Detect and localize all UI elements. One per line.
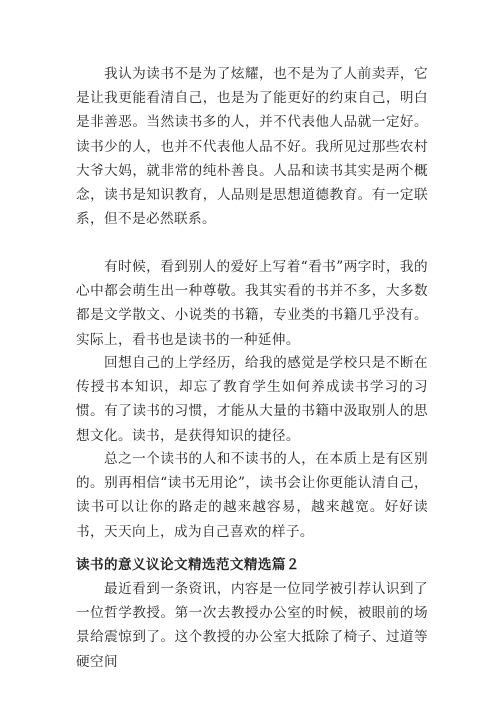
paragraph-2: 有时候，看到别人的爱好上写着“看书”两字时，我的心中都会萌生出一种尊敬。我其实看的书并不多，大多数都是文学散文、小说类的书籍，专业类的书籍几乎没有。实际上，看书也是读书的一种延伸。 bbox=[76, 259, 428, 348]
paragraph-3: 回想自己的上学经历，给我的感觉是学校只是不断在传授书本知识，却忘了教育学生如何养成读书学习的习惯。有了读书的习惯，才能从大量的书籍中汲取别人的思想文化。读书，是获得知识的捷径。 bbox=[76, 355, 428, 444]
paragraph-4: 总之一个读书的人和不读书的人，在本质上是有区别的。别再相信“读书无用论”，读书会让你更能认清自己，读书可以让你的路走的越来越容易，越来越宽。好好读书，天天向上，成为自己喜欢的样子。 bbox=[76, 451, 428, 540]
paragraph-1: 我认为读书不是为了炫耀，也不是为了人前卖弄，它是让我更能看清自己，也是为了能更好的约束自己，明白是非善恶。当然读书多的人，并不代表他人品就一定好。读书少的人，也并不代表他人品不好。我所见过那些农村大爷大妈，就非常的纯朴善良。人品和读书其实是两个概念，读书是知识教育，人品则是思想道德教育。有一定联系，但不是必然联系。 bbox=[76, 66, 428, 228]
section-heading: 读书的意义议论文精选范文精选篇２ bbox=[76, 557, 300, 573]
paragraph-5: 最近看到一条资讯，内容是一位同学被引荐认识到了一位哲学教授。第一次去教授办公室的时候，被眼前的场景给震惊到了。这个教授的办公室大抵除了椅子、过道等硬空间 bbox=[76, 581, 428, 670]
